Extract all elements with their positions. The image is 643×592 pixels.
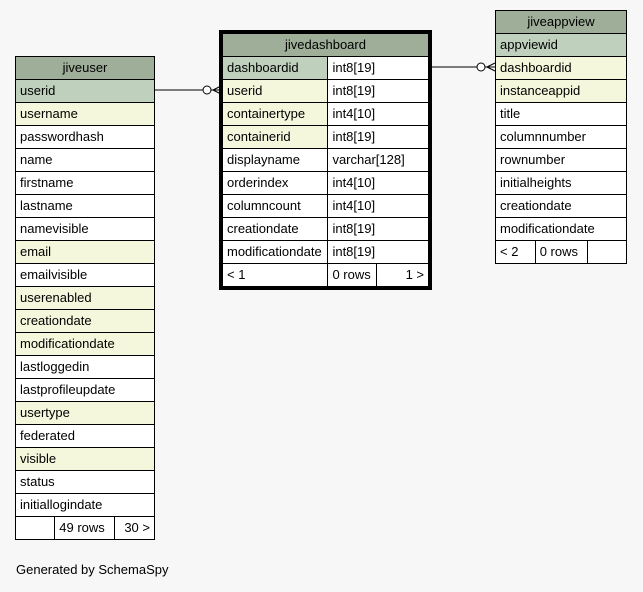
column-row[interactable] — [16, 356, 155, 379]
column-name[interactable]: title — [496, 103, 627, 126]
column-name[interactable]: initiallogindate — [16, 494, 155, 517]
column-row[interactable] — [496, 34, 627, 57]
column-row[interactable] — [223, 172, 429, 195]
table-footer — [496, 241, 627, 264]
column-row[interactable] — [16, 80, 155, 103]
column-name[interactable]: dashboardid — [496, 57, 627, 80]
column-row[interactable] — [496, 126, 627, 149]
column-row[interactable] — [16, 264, 155, 287]
column-type: int8[19] — [328, 57, 429, 80]
footer-prev-link[interactable]: < 1 — [223, 264, 328, 287]
column-name[interactable]: namevisible — [16, 218, 155, 241]
footer-next-link[interactable]: 1 > — [377, 264, 429, 287]
column-row[interactable] — [496, 149, 627, 172]
column-name[interactable]: name — [16, 149, 155, 172]
table-title[interactable]: jiveappview — [496, 11, 627, 34]
column-name[interactable]: userid — [16, 80, 155, 103]
column-name[interactable]: visible — [16, 448, 155, 471]
column-name[interactable]: email — [16, 241, 155, 264]
column-row[interactable] — [16, 425, 155, 448]
column-name[interactable]: containertype — [223, 103, 328, 126]
column-name[interactable]: usertype — [16, 402, 155, 425]
row-count: 0 rows — [328, 264, 377, 287]
relation-dashboard-appview — [431, 63, 495, 71]
column-name[interactable]: modificationdate — [16, 333, 155, 356]
footer-prev-link[interactable] — [16, 517, 55, 540]
column-row[interactable] — [16, 494, 155, 517]
column-row[interactable] — [223, 80, 429, 103]
footer-prev-link[interactable]: < 2 — [496, 241, 536, 264]
column-name[interactable]: emailvisible — [16, 264, 155, 287]
column-name[interactable]: username — [16, 103, 155, 126]
table-footer — [223, 264, 429, 287]
column-row[interactable] — [16, 402, 155, 425]
column-name[interactable]: dashboardid — [223, 57, 328, 80]
column-row[interactable] — [496, 195, 627, 218]
column-name[interactable]: status — [16, 471, 155, 494]
column-row[interactable] — [16, 218, 155, 241]
column-row[interactable] — [496, 218, 627, 241]
column-row[interactable] — [16, 333, 155, 356]
column-row[interactable] — [496, 103, 627, 126]
column-name[interactable]: containerid — [223, 126, 328, 149]
column-name[interactable]: rownumber — [496, 149, 627, 172]
column-row[interactable] — [16, 241, 155, 264]
generated-by-text: Generated by SchemaSpy — [16, 562, 169, 577]
table-jiveuser[interactable] — [15, 56, 155, 540]
table-jivedashboard[interactable] — [222, 33, 429, 287]
column-name[interactable]: modificationdate — [223, 241, 328, 264]
column-row[interactable] — [223, 241, 429, 264]
column-row[interactable] — [16, 149, 155, 172]
table-title[interactable]: jiveuser — [16, 57, 155, 80]
column-row[interactable] — [16, 287, 155, 310]
column-name[interactable]: userid — [223, 80, 328, 103]
column-name[interactable]: federated — [16, 425, 155, 448]
column-name[interactable]: initialheights — [496, 172, 627, 195]
column-row[interactable] — [223, 149, 429, 172]
column-row[interactable] — [223, 103, 429, 126]
column-name[interactable]: orderindex — [223, 172, 328, 195]
column-row[interactable] — [223, 195, 429, 218]
column-name[interactable]: displayname — [223, 149, 328, 172]
row-count: 0 rows — [535, 241, 587, 264]
table-footer — [16, 517, 155, 540]
column-type: int4[10] — [328, 172, 429, 195]
column-name[interactable]: lastloggedin — [16, 356, 155, 379]
column-row[interactable] — [16, 448, 155, 471]
column-row[interactable] — [16, 310, 155, 333]
column-type: int4[10] — [328, 195, 429, 218]
column-row[interactable] — [16, 471, 155, 494]
column-row[interactable] — [223, 57, 429, 80]
table-jiveappview[interactable] — [495, 10, 627, 264]
column-row[interactable] — [223, 126, 429, 149]
column-name[interactable]: firstname — [16, 172, 155, 195]
column-row[interactable] — [496, 80, 627, 103]
column-name[interactable]: passwordhash — [16, 126, 155, 149]
column-row[interactable] — [496, 172, 627, 195]
column-type: int4[10] — [328, 103, 429, 126]
column-row[interactable] — [16, 172, 155, 195]
column-name[interactable]: instanceappid — [496, 80, 627, 103]
footer-next-link[interactable]: 30 > — [115, 517, 155, 540]
column-type: varchar[128] — [328, 149, 429, 172]
column-row[interactable] — [16, 126, 155, 149]
column-row[interactable] — [496, 57, 627, 80]
column-type: int8[19] — [328, 241, 429, 264]
column-row[interactable] — [16, 379, 155, 402]
column-name[interactable]: userenabled — [16, 287, 155, 310]
column-name[interactable]: columncount — [223, 195, 328, 218]
row-count: 49 rows — [55, 517, 115, 540]
relation-user-dashboard — [155, 86, 221, 94]
column-type: int8[19] — [328, 80, 429, 103]
column-type: int8[19] — [328, 126, 429, 149]
column-row[interactable] — [223, 218, 429, 241]
column-name[interactable]: columnnumber — [496, 126, 627, 149]
column-row[interactable] — [16, 103, 155, 126]
column-name[interactable]: appviewid — [496, 34, 627, 57]
column-name[interactable]: lastprofileupdate — [16, 379, 155, 402]
column-row[interactable] — [16, 195, 155, 218]
column-name[interactable]: modificationdate — [496, 218, 627, 241]
table-title[interactable]: jivedashboard — [223, 34, 429, 57]
column-name[interactable]: creationdate — [16, 310, 155, 333]
column-name[interactable]: creationdate — [496, 195, 627, 218]
footer-next-link[interactable] — [587, 241, 626, 264]
column-name[interactable]: lastname — [16, 195, 155, 218]
column-name[interactable]: creationdate — [223, 218, 328, 241]
column-type: int8[19] — [328, 218, 429, 241]
